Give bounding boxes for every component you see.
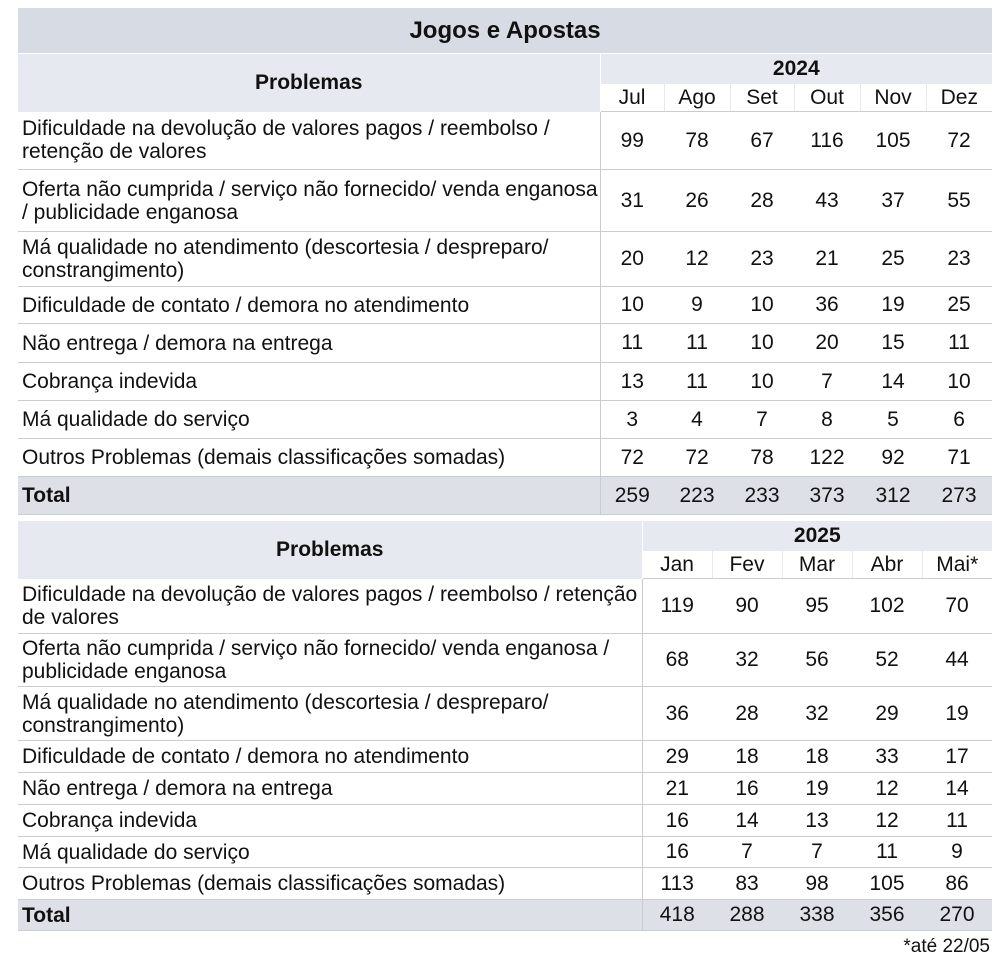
page-title: Jogos e Apostas [18,8,992,54]
cell-value: 17 [922,741,992,773]
total-label: Total [18,477,600,515]
cell-value: 8 [794,401,860,439]
cell-value: 23 [926,232,992,287]
cell-value: 12 [664,232,730,287]
cell-value: 13 [782,805,852,837]
cell-value: 18 [782,741,852,773]
month-header: Jan [642,551,712,579]
cell-value: 11 [852,837,922,868]
cell-value: 36 [642,687,712,741]
cell-value: 72 [600,439,664,477]
cell-value: 14 [860,363,926,401]
table-row [18,112,992,170]
table-2025 [18,521,992,931]
row-label: Oferta não cumprida / serviço não fornecido/ venda enganosa / publicidade enganosa [18,170,600,232]
cell-value: 55 [926,170,992,232]
cell-value: 28 [730,170,794,232]
total-value: 356 [852,900,922,931]
cell-value: 11 [926,324,992,363]
cell-value: 16 [642,805,712,837]
row-label: Não entrega / demora na entrega [18,773,642,805]
cell-value: 72 [926,112,992,170]
cell-value: 3 [600,401,664,439]
total-label: Total [18,900,642,931]
row-label: Oferta não cumprida / serviço não fornecido/ venda enganosa / publicidade enganosa [18,634,642,687]
cell-value: 12 [852,805,922,837]
row-label: Cobrança indevida [18,805,642,837]
month-header: Dez [926,84,992,112]
cell-value: 5 [860,401,926,439]
year-header: 2025 [642,521,992,551]
cell-value: 19 [860,287,926,324]
cell-value: 105 [860,112,926,170]
cell-value: 7 [782,837,852,868]
row-label: Outros Problemas (demais classificações somadas) [18,868,642,900]
total-value: 338 [782,900,852,931]
cell-value: 37 [860,170,926,232]
row-label: Má qualidade do serviço [18,837,642,868]
row-label: Não entrega / demora na entrega [18,324,600,363]
cell-value: 10 [926,363,992,401]
cell-value: 56 [782,634,852,687]
table-row [18,579,992,634]
column-header-problems: Problemas [18,54,600,112]
month-header: Nov [860,84,926,112]
cell-value: 86 [922,868,992,900]
cell-value: 29 [852,687,922,741]
total-row [18,900,992,931]
cell-value: 7 [712,837,782,868]
cell-value: 11 [664,363,730,401]
cell-value: 19 [922,687,992,741]
table-row [18,687,992,741]
cell-value: 18 [712,741,782,773]
cell-value: 23 [730,232,794,287]
cell-value: 16 [712,773,782,805]
cell-value: 78 [730,439,794,477]
cell-value: 99 [600,112,664,170]
cell-value: 25 [926,287,992,324]
month-header: Abr [852,551,922,579]
cell-value: 32 [782,687,852,741]
cell-value: 90 [712,579,782,634]
table-row [18,634,992,687]
cell-value: 19 [782,773,852,805]
row-label: Cobrança indevida [18,363,600,401]
cell-value: 14 [712,805,782,837]
cell-value: 26 [664,170,730,232]
month-header: Ago [664,84,730,112]
cell-value: 116 [794,112,860,170]
total-value: 373 [794,477,860,515]
cell-value: 10 [730,287,794,324]
row-label: Má qualidade no atendimento (descortesia / despreparo/ constrangimento) [18,232,600,287]
cell-value: 12 [852,773,922,805]
cell-value: 67 [730,112,794,170]
cell-value: 10 [600,287,664,324]
cell-value: 11 [664,324,730,363]
cell-value: 92 [860,439,926,477]
cell-value: 21 [642,773,712,805]
column-header-problems: Problemas [18,521,642,579]
cell-value: 78 [664,112,730,170]
total-value: 312 [860,477,926,515]
table-row [18,741,992,773]
cell-value: 83 [712,868,782,900]
total-value: 223 [664,477,730,515]
cell-value: 25 [860,232,926,287]
year-header: 2024 [600,54,992,85]
table-row [18,837,992,868]
cell-value: 4 [664,401,730,439]
table-row [18,324,992,363]
cell-value: 21 [794,232,860,287]
cell-value: 71 [926,439,992,477]
cell-value: 7 [794,363,860,401]
cell-value: 119 [642,579,712,634]
cell-value: 10 [730,363,794,401]
table-row [18,401,992,439]
cell-value: 33 [852,741,922,773]
total-value: 233 [730,477,794,515]
row-label: Dificuldade de contato / demora no atendimento [18,287,600,324]
cell-value: 7 [730,401,794,439]
total-value: 288 [712,900,782,931]
month-header: Fev [712,551,782,579]
cell-value: 10 [730,324,794,363]
cell-value: 102 [852,579,922,634]
cell-value: 72 [664,439,730,477]
total-value: 270 [922,900,992,931]
table-2024 [18,8,992,515]
footnote: *até 22/05 [903,936,990,957]
total-row [18,477,992,515]
row-label: Má qualidade no atendimento (descortesia / despreparo/ constrangimento) [18,687,642,741]
cell-value: 15 [860,324,926,363]
row-label: Dificuldade na devolução de valores pagos / reembolso / retenção de valores [18,579,642,634]
cell-value: 70 [922,579,992,634]
cell-value: 11 [922,805,992,837]
table-row [18,363,992,401]
cell-value: 68 [642,634,712,687]
cell-value: 11 [600,324,664,363]
table-row [18,170,992,232]
table-row [18,439,992,477]
cell-value: 32 [712,634,782,687]
total-value: 418 [642,900,712,931]
cell-value: 98 [782,868,852,900]
row-label: Má qualidade do serviço [18,401,600,439]
month-header: Mai* [922,551,992,579]
month-header: Set [730,84,794,112]
cell-value: 122 [794,439,860,477]
table-row [18,773,992,805]
table-row [18,868,992,900]
cell-value: 28 [712,687,782,741]
table-row [18,805,992,837]
row-label: Dificuldade na devolução de valores pagos / reembolso / retenção de valores [18,112,600,170]
cell-value: 43 [794,170,860,232]
month-header: Jul [600,84,664,112]
month-header: Mar [782,551,852,579]
cell-value: 6 [926,401,992,439]
cell-value: 13 [600,363,664,401]
table-row [18,287,992,324]
row-label: Dificuldade de contato / demora no atendimento [18,741,642,773]
cell-value: 44 [922,634,992,687]
cell-value: 36 [794,287,860,324]
row-label: Outros Problemas (demais classificações somadas) [18,439,600,477]
cell-value: 9 [922,837,992,868]
cell-value: 95 [782,579,852,634]
total-value: 273 [926,477,992,515]
cell-value: 29 [642,741,712,773]
cell-value: 9 [664,287,730,324]
cell-value: 31 [600,170,664,232]
cell-value: 52 [852,634,922,687]
table-row [18,232,992,287]
cell-value: 16 [642,837,712,868]
cell-value: 14 [922,773,992,805]
cell-value: 113 [642,868,712,900]
total-value: 259 [600,477,664,515]
month-header: Out [794,84,860,112]
cell-value: 20 [600,232,664,287]
cell-value: 20 [794,324,860,363]
cell-value: 105 [852,868,922,900]
